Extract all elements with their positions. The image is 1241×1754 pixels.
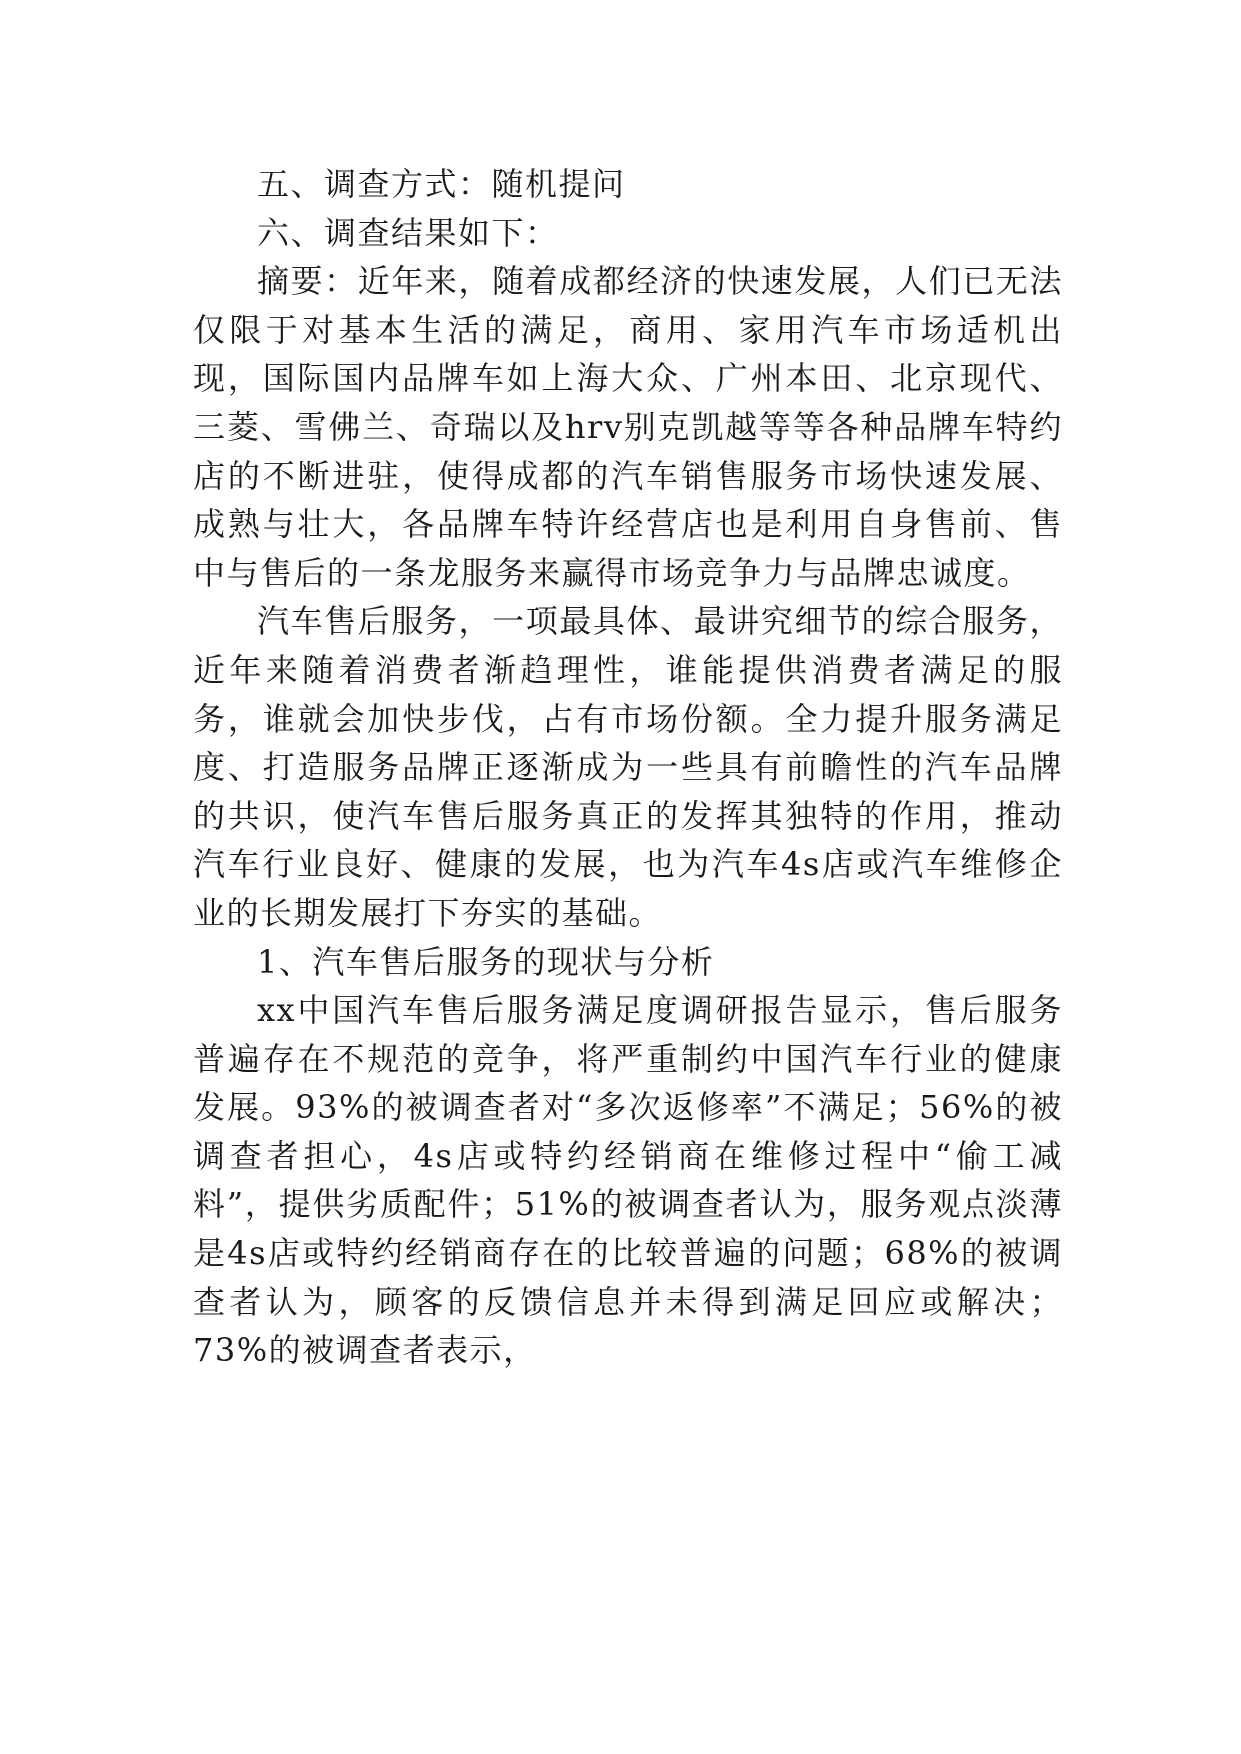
survey-report-paragraph: xx中国汽车售后服务满足度调研报告显示，售后服务普遍存在不规范的竞争，将严重制约中国汽车行业的健康发展。93%的被调查者对“多次返修率”不满足；56%的被调查者担心，4s店或特约经销商在维修过程中“偷工减料”，提供劣质配件；51%的被调查者认为，服务观点淡薄是4s店或特约经销商存在的比较普遍的问题；68%的被调查者认为，顾客的反馈信息并未得到满足回应或解决；73%的被调查者表示， (193, 991, 1063, 1370)
subsection-heading-status-analysis: 1、汽车售后服务的现状与分析 (257, 942, 715, 981)
document-body (193, 160, 1063, 1375)
abstract-paragraph: 摘要：近年来，随着成都经济的快速发展，人们已无法仅限于对基本生活的满足，商用、家用汽车市场适机出现，国际国内品牌车如上海大众、广州本田、北京现代、三菱、雪佛兰、奇瑞以及hrv别克凯越等等各种品牌车特约店的不断进驻，使得成都的汽车销售服务市场快速发展、成熟与壮大，各品牌车特许经营店也是利用自身售前、售中与售后的一条龙服务来赢得市场竞争力与品牌忠诚度。 (193, 262, 1063, 592)
section-heading-survey-method: 五、调查方式：随机提问 (257, 165, 626, 203)
after-sales-service-paragraph: 汽车售后服务，一项最具体、最讲究细节的综合服务，近年来随着消费者渐趋理性，谁能提供消费者满足的服务，谁就会加快步伐，占有市场份额。全力提升服务满足度、打造服务品牌正逐渐成为一些具有前瞻性的汽车品牌的共识，使汽车售后服务真正的发挥其独特的作用，推动汽车行业良好、健康的发展，也为汽车4s店或汽车维修企业的长期发展打下夯实的基础。 (193, 602, 1063, 932)
section-heading-survey-results: 六、调查结果如下： (257, 213, 559, 252)
